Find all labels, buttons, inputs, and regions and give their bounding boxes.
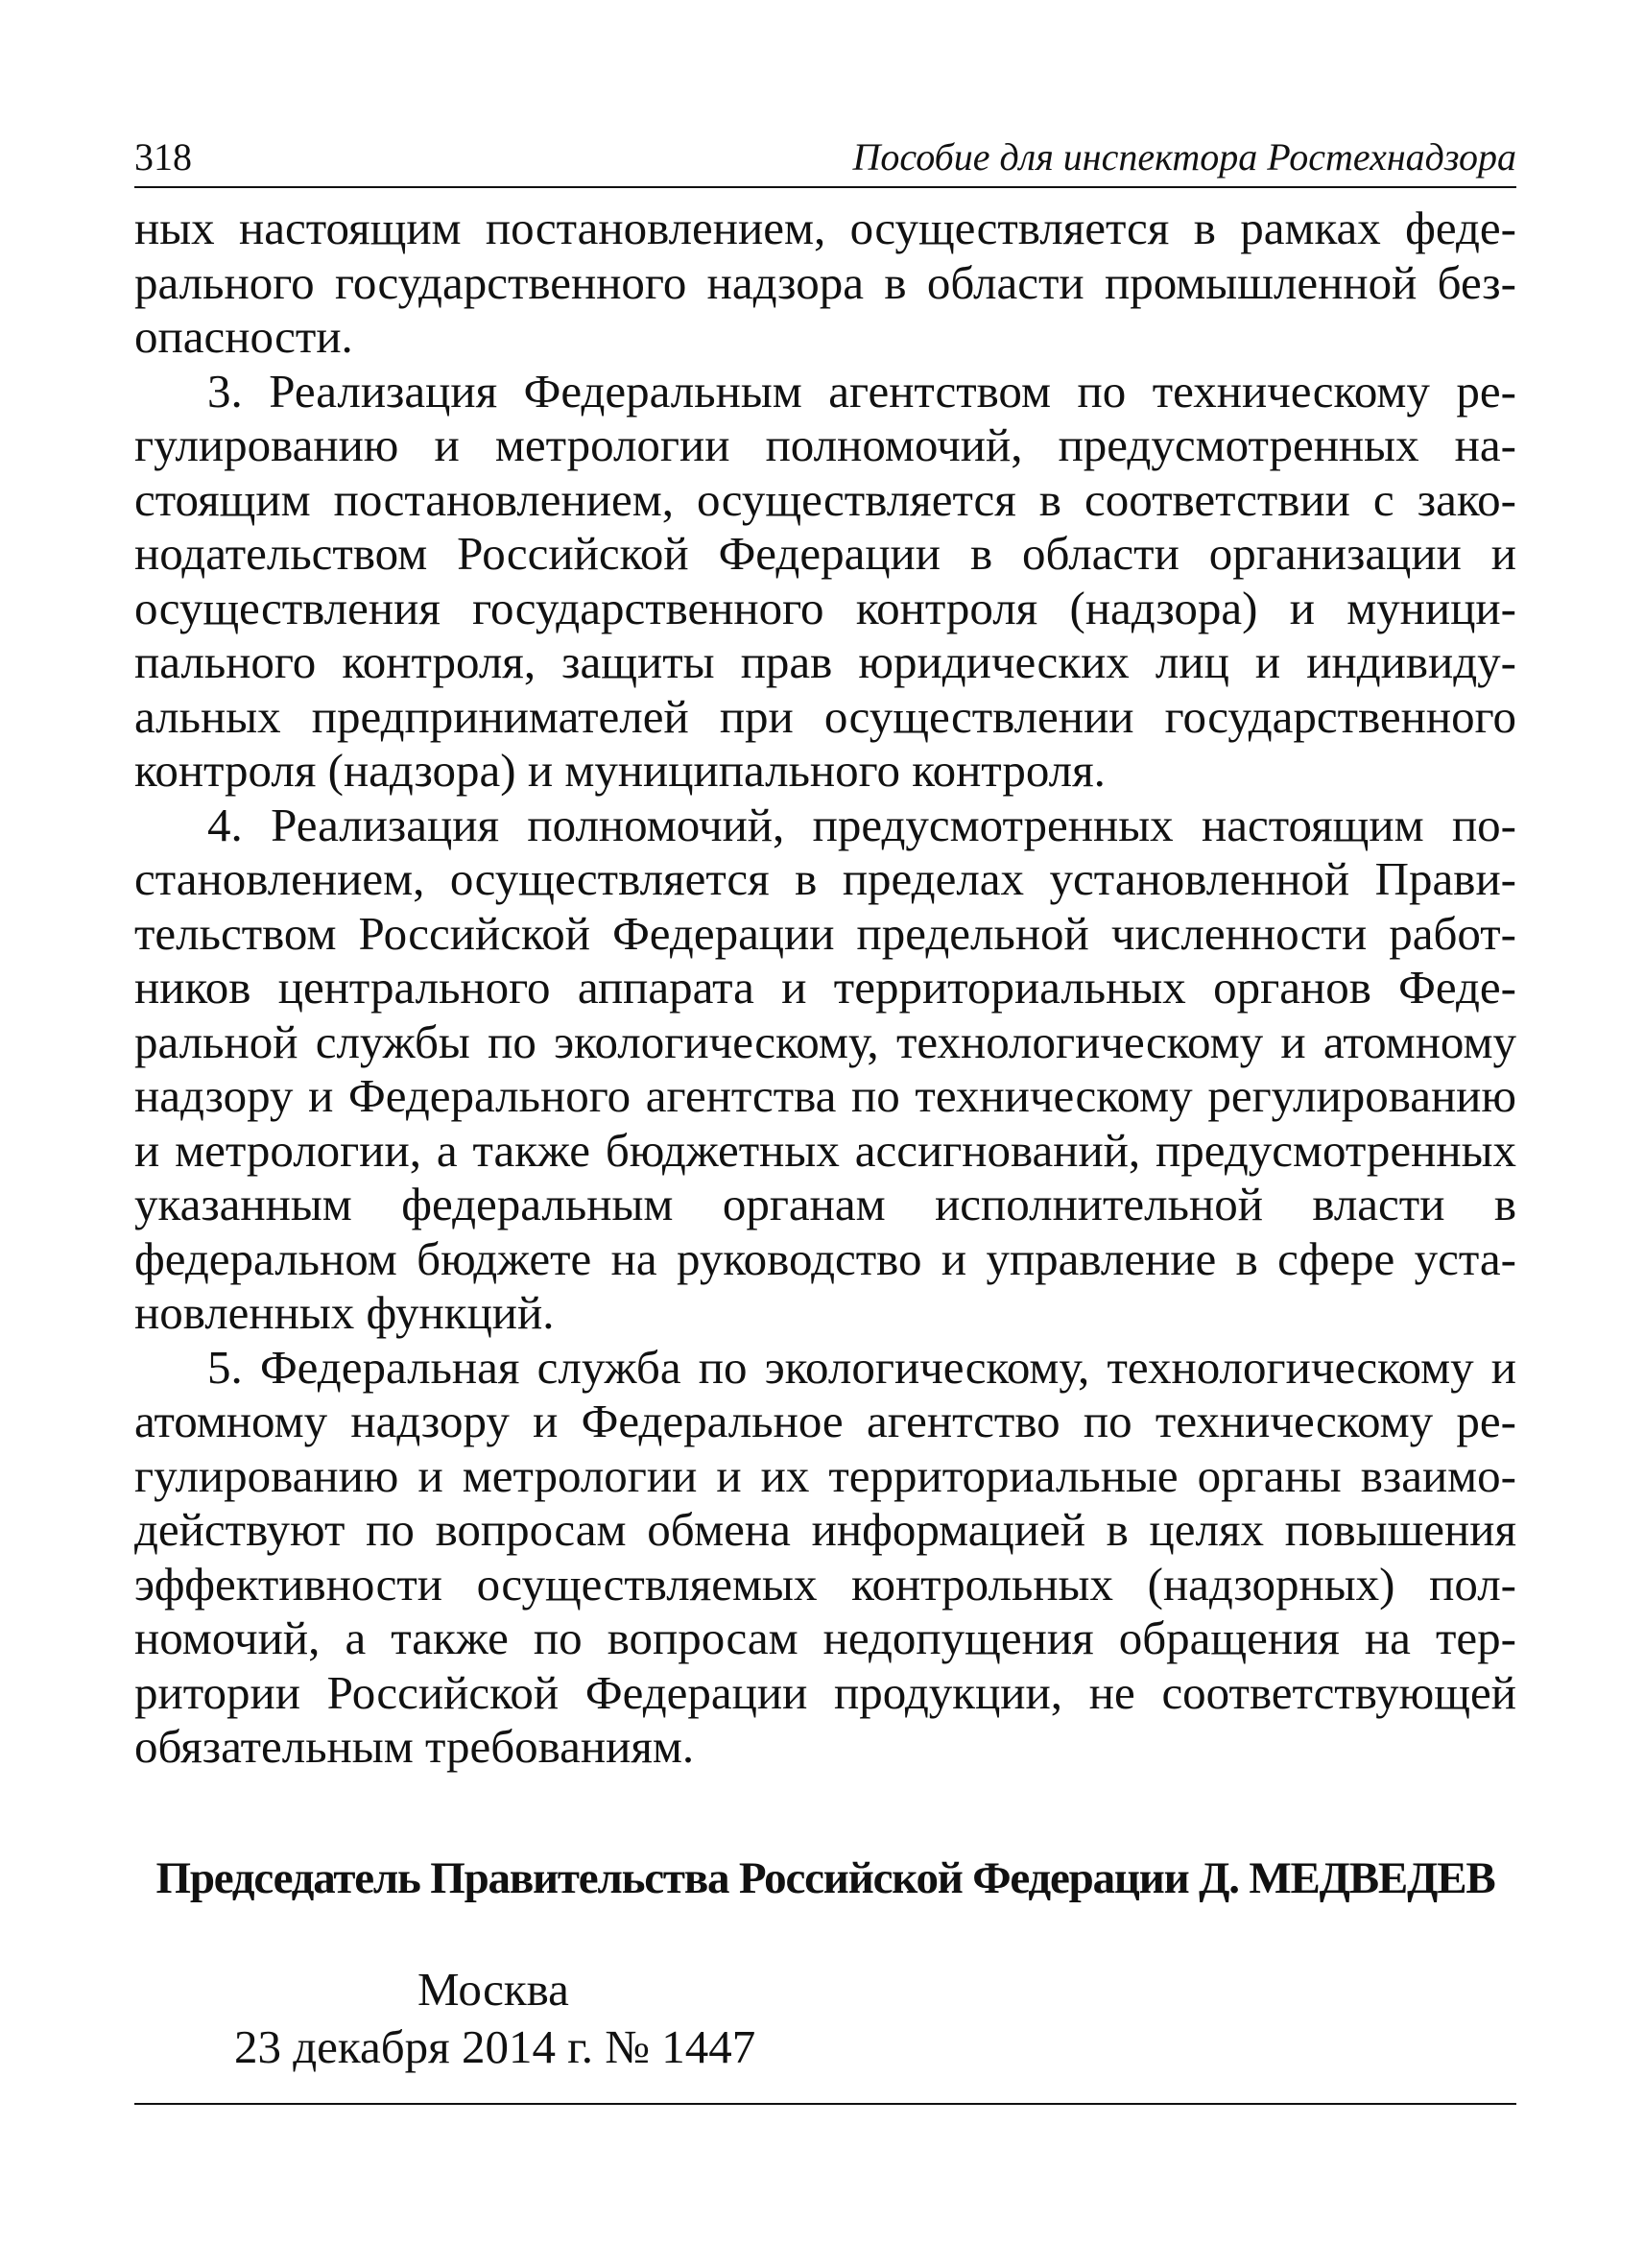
place-date-block [134,1961,1516,2076]
date-and-number: 23 декабря 2014 г. № 1447 [234,2019,756,2073]
body-text [134,202,1516,1775]
signature-line: Председатель Правительства Российской Федерации Д. МЕДВЕДЕВ [155,1852,1495,1903]
paragraph-continuation: ных настоящим постановлением, осуществляется в рамках федерального государственного надзора в области промышленной безопасности. [134,202,1516,363]
document-page [134,134,1516,2105]
paragraph-item-5: 5. Федеральная служба по экологическому, технологическому и атомному надзору и Федеральное агентство по техническому регулированию и метрологии и их территориальные органы взаимодействуют по вопросам обмена информацией в целях повышения эффективности осуществляемых контрольных (надзорных) полномочий, а также по вопросам недопущения обращения на территории Российской Федерации продукции, не соответствующей обязательным требованиям. [134,1340,1516,1773]
place-of-signing: Москва [417,1962,569,2016]
page-number: 318 [134,135,192,179]
running-title: Пособие для инспектора Ростехнадзора [852,135,1516,179]
running-head [134,134,1516,188]
bottom-divider [134,2103,1516,2105]
paragraph-item-4: 4. Реализация полномочий, предусмотренных настоящим постановлением, осуществляется в пределах установленной Правительством Российской Федерации предельной численности работников центрального аппарата и территориальных органов Федеральной службы по экологическому, технологическому и атомному надзору и Федерального агентства по техническому регулированию и метрологии, а также бюджетных ассигнований, предусмотренных указанным федеральным органам исполнительной власти в федеральном бюджете на руководство и управление в сфере установленных функций. [134,798,1516,1339]
paragraph-item-3: 3. Реализация Федеральным агентством по техническому регулированию и метрологии полномочий, предусмотренных настоящим постановлением, осуществляется в соответствии с законодательством Российской Федерации в области организации и осуществления государственного контроля (надзора) и муниципального контроля, защиты прав юридических лиц и индивидуальных предпринимателей при осуществлении государственного контроля (надзора) и муниципального контроля. [134,364,1516,797]
